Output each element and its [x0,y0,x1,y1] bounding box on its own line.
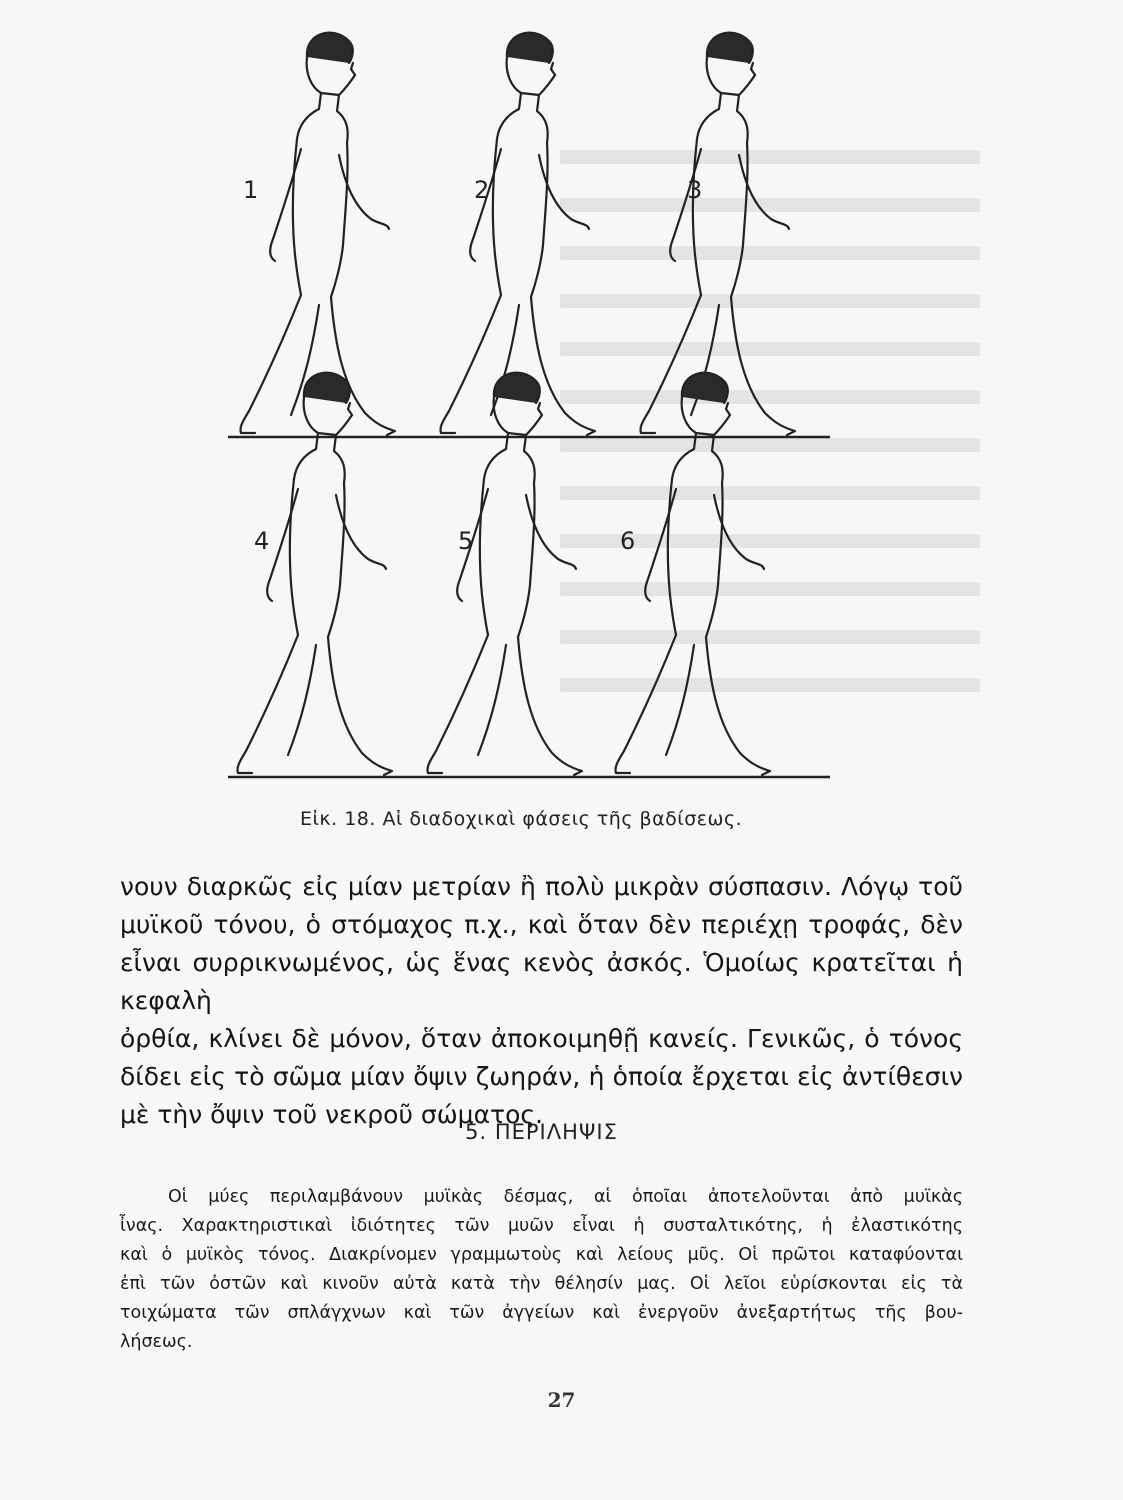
summary-line: ἶνας. Χαρακτηριστικαὶ ἰδιότητες τῶν μυῶν εἶναι ἡ συσταλτικότης, ἡ ἐλαστικότης [120,1216,963,1236]
summary-line: λήσεως. [120,1332,193,1352]
summary-paragraph [120,1183,963,1357]
summary-line: Οἱ μύες περιλαμβάνουν μυϊκὰς δέσμας, αἱ ὁποῖαι ἀποτελοῦνται ἀπὸ μυϊκὰς [168,1187,963,1207]
figure-number-6: 6 [620,527,636,555]
summary-line: καὶ ὁ μυϊκὸς τόνος. Διακρίνομεν γραμμωτοὺς καὶ λείους μῦς. Οἱ πρῶτοι καταφύονται [120,1245,963,1265]
section-heading: 5. ΠΕΡΙΛΗΨΙΣ [465,1120,618,1144]
figure-number-1: 1 [243,176,259,204]
body-line: μυϊκοῦ τόνου, ὁ στόμαχος π.χ., καὶ ὅταν δὲν περιέχῃ τροφάς, δὲν [120,910,963,939]
figure-number-5: 5 [458,527,474,555]
body-paragraph [120,868,963,1134]
summary-line: τοιχώματα τῶν σπλάγχνων καὶ τῶν ἀγγείων καὶ ἐνεργοῦν ἀνεξαρτήτως τῆς βου- [120,1303,963,1323]
summary-line: ἐπὶ τῶν ὀστῶν καὶ κινοῦν αὐτὰ κατὰ τὴν θέλησίν μας. Οἱ λεῖοι εὑρίσκονται εἰς τὰ [120,1274,963,1294]
body-line: εἶναι συρρικνωμένος, ὡς ἕνας κενὸς ἀσκός. Ὁμοίως κρατεῖται ἡ κεφαλὴ [120,948,963,1015]
figure-number-3: 3 [687,176,703,204]
figure-caption: Εἰκ. 18. Αἱ διαδοχικαὶ φάσεις τῆς βαδίσεως. [300,808,743,830]
page-number: 27 [547,1388,576,1412]
body-line: νουν διαρκῶς εἰς μίαν μετρίαν ἢ πολὺ μικρὰν σύσπασιν. Λόγῳ τοῦ [120,872,963,901]
figure-number-4: 4 [254,527,270,555]
body-line: δίδει εἰς τὸ σῶμα μίαν ὄψιν ζωηράν, ἡ ὁποία ἔρχεται εἰς ἀντίθεσιν [120,1062,963,1091]
body-line: ὀρθία, κλίνει δὲ μόνον, ὅταν ἀποκοιμηθῇ κανείς. Γενικῶς, ὁ τόνος [120,1024,963,1053]
figure-number-2: 2 [474,176,490,204]
body-line: μὲ τὴν ὄψιν τοῦ νεκροῦ σώματος. [120,1100,544,1129]
